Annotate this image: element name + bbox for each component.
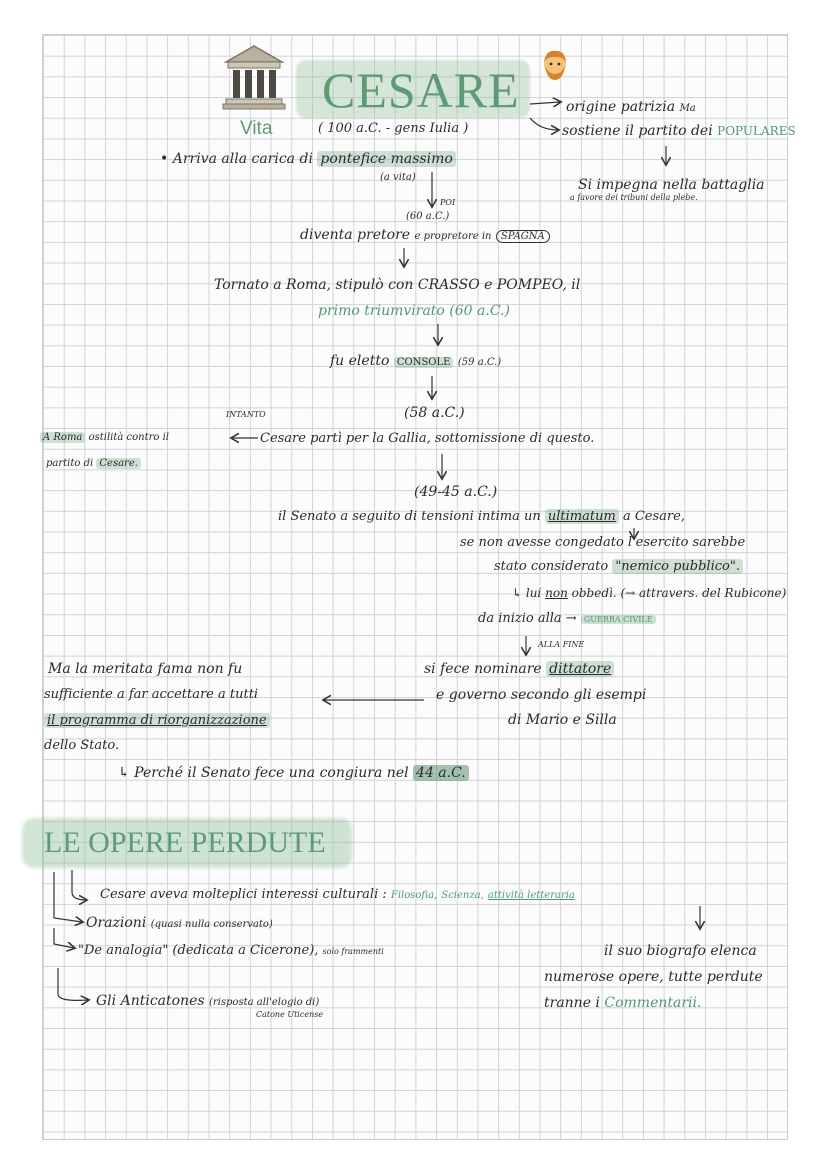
inizio-prefix: da inizio alla → (478, 611, 577, 626)
branch-analogia (54, 928, 74, 948)
branch-orazioni (54, 872, 82, 922)
bracket-opere (72, 870, 86, 900)
page-title: CESARE (322, 62, 520, 118)
mario-silla-line: di Mario e Silla (508, 712, 617, 728)
fama-line-2: sufficiente a far accettare a tutti (44, 687, 259, 702)
a-vita-note: (a vita) (380, 172, 416, 183)
origin-suffix: Ma (679, 103, 696, 114)
pretore-term: pretore (357, 227, 411, 243)
catone-note: Catone Uticense (256, 1010, 324, 1019)
pontefice-term: pontefice massimo (317, 151, 455, 167)
pontefice-prefix: • Arriva alla carica di (160, 151, 313, 167)
dittatore-prefix: si fece nominare (424, 661, 542, 677)
pretore-prefix: diventa (300, 227, 353, 243)
console-prefix: fu eletto (330, 353, 390, 369)
attivita-term: attività letteraria (487, 890, 575, 901)
battle-sub: a favore dei tribuni della plebe. (570, 193, 698, 202)
biografo-line-1: il suo biografo elenca (604, 943, 757, 959)
scienza-term: Scienza, (441, 890, 484, 901)
nemico-term: "nemico pubblico". (612, 559, 743, 574)
lui-suffix: obbedì. (→ attravers. del Rubicone) (571, 586, 787, 600)
filosofia-term: Filosofia, (390, 890, 438, 901)
propretore-text: e propretore in (414, 231, 492, 242)
alla-fine-note: ALLA FINE (538, 640, 585, 649)
fama-programma: il programma di riorganizzazione (44, 713, 270, 728)
biografo-prefix: tranne i (544, 995, 600, 1011)
gallia-line: Cesare partì per la Gallia, sottomissione di questo. (260, 431, 595, 446)
triumvirato-line: primo triumvirato (60 a.C.) (318, 303, 510, 319)
intanto-note: INTANTO (226, 410, 266, 419)
governo-line: e governo secondo gli esempi (436, 687, 647, 703)
fama-line-4: dello Stato. (44, 738, 120, 753)
date-60: (60 a.C.) (406, 211, 450, 222)
guerra-civile-term: GUERRA CIVILE (581, 615, 656, 624)
date-58: (58 a.C.) (404, 405, 465, 421)
date-49: (49-45 a.C.) (414, 484, 498, 500)
spagna-term: SPAGNA (496, 230, 550, 243)
section-title: LE OPERE PERDUTE (44, 826, 326, 859)
orazioni-note: (quasi nulla conservato) (150, 919, 273, 930)
orazioni-term: Orazioni (86, 915, 147, 931)
console-term: CONSOLE (394, 357, 454, 368)
commentarii-term: Commentarii. (604, 995, 702, 1011)
roma-left-2-text: partito di (46, 458, 94, 469)
lui-prefix: ↳ lui (512, 586, 542, 600)
fama-line-1: Ma la meritata fama non fu (48, 661, 243, 677)
non-term: non (545, 586, 568, 600)
biografo-line-2: numerose opere, tutte perdute (544, 969, 763, 985)
battle-note: Si impegna nella battaglia (578, 177, 765, 193)
congedato-line: se non avesse congedato l'esercito sarebbe (460, 535, 746, 550)
analogia-note: solo frammenti (322, 947, 384, 956)
nemico-prefix: stato considerato (494, 559, 609, 574)
roma-left-text: ostilità contro il (88, 432, 169, 443)
arrow-party (530, 118, 558, 130)
lifespan: ( 100 a.C. - gens Iulia ) (318, 121, 469, 136)
congiura-date: 44 a.C. (413, 765, 469, 781)
party-prefix: sostiene il partito dei (562, 123, 713, 139)
vita-label: Vita (240, 118, 273, 139)
roma-line: Tornato a Roma, stipulò con CRASSO e POMPEO, il (214, 277, 581, 293)
poi-note: POI (440, 198, 456, 207)
arrow-origin (530, 102, 560, 104)
interessi-prefix: Cesare aveva molteplici interessi culturali : (100, 887, 387, 902)
cesare-term: Cesare. (96, 458, 141, 469)
origin-text: origine patrizia (566, 99, 676, 115)
anticatones-note: (risposta all'elogio di) (209, 997, 320, 1008)
branch-anticatones (58, 968, 88, 1000)
ultimatum-term: ultimatum (545, 509, 619, 524)
analogia-term: "De analogia" (dedicata a Cicerone), (78, 943, 319, 958)
party-name: POPULARES (717, 124, 796, 138)
roma-left-term: A Roma (40, 432, 85, 443)
congiura-prefix: ↳ Perché il Senato fece una congiura nel (118, 765, 409, 781)
senato-prefix: il Senato a seguito di tensioni intima un (278, 509, 541, 524)
senato-suffix: a Cesare, (622, 509, 685, 524)
anticatones-term: Gli Anticatones (96, 993, 205, 1009)
dittatore-term: dittatore (546, 661, 614, 677)
console-date: (59 a.C.) (457, 357, 502, 368)
